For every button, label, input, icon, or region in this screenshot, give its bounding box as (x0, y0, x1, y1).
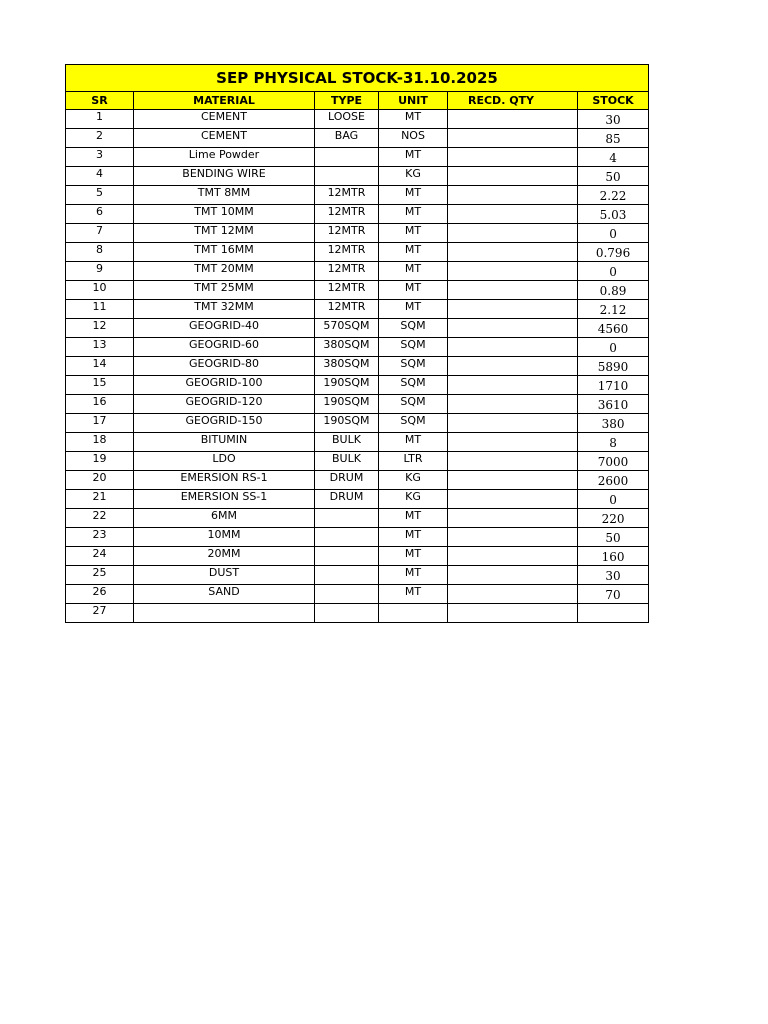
cell-unit: SQM (379, 357, 448, 376)
column-header-material: MATERIAL (134, 92, 315, 110)
cell-type (315, 167, 379, 186)
cell-type (315, 528, 379, 547)
cell-material: TMT 32MM (134, 300, 315, 319)
table-row (66, 585, 649, 604)
table-row (66, 604, 649, 623)
cell-stock: 380 (578, 414, 649, 433)
cell-stock: 70 (578, 585, 649, 604)
cell-sr: 24 (66, 547, 134, 566)
cell-material: 10MM (134, 528, 315, 547)
cell-stock: 1710 (578, 376, 649, 395)
cell-material: LDO (134, 452, 315, 471)
cell-sr: 25 (66, 566, 134, 585)
cell-unit: MT (379, 110, 448, 129)
cell-type: 570SQM (315, 319, 379, 338)
table-row (66, 376, 649, 395)
cell-type (315, 547, 379, 566)
cell-recd-qty (448, 528, 578, 547)
cell-sr: 12 (66, 319, 134, 338)
column-header-stock: STOCK (578, 92, 649, 110)
table-row (66, 167, 649, 186)
cell-sr: 27 (66, 604, 134, 623)
cell-recd-qty (448, 490, 578, 509)
cell-stock: 85 (578, 129, 649, 148)
cell-recd-qty (448, 243, 578, 262)
cell-unit: MT (379, 547, 448, 566)
cell-sr: 26 (66, 585, 134, 604)
table-row (66, 243, 649, 262)
cell-sr: 4 (66, 167, 134, 186)
cell-recd-qty (448, 414, 578, 433)
cell-type (315, 509, 379, 528)
cell-sr: 9 (66, 262, 134, 281)
cell-stock: 0.796 (578, 243, 649, 262)
cell-recd-qty (448, 186, 578, 205)
table-row (66, 205, 649, 224)
cell-stock: 3610 (578, 395, 649, 414)
cell-unit: MT (379, 528, 448, 547)
cell-sr: 18 (66, 433, 134, 452)
cell-sr: 5 (66, 186, 134, 205)
cell-material: GEOGRID-40 (134, 319, 315, 338)
cell-type: 12MTR (315, 281, 379, 300)
cell-sr: 20 (66, 471, 134, 490)
cell-stock: 0 (578, 338, 649, 357)
cell-recd-qty (448, 262, 578, 281)
cell-sr: 3 (66, 148, 134, 167)
cell-unit: MT (379, 262, 448, 281)
cell-stock: 5890 (578, 357, 649, 376)
cell-sr: 1 (66, 110, 134, 129)
cell-unit: LTR (379, 452, 448, 471)
cell-material: DUST (134, 566, 315, 585)
cell-material: BITUMIN (134, 433, 315, 452)
cell-recd-qty (448, 167, 578, 186)
cell-stock: 2600 (578, 471, 649, 490)
cell-recd-qty (448, 110, 578, 129)
cell-recd-qty (448, 300, 578, 319)
cell-recd-qty (448, 471, 578, 490)
cell-material: GEOGRID-60 (134, 338, 315, 357)
cell-recd-qty (448, 566, 578, 585)
cell-recd-qty (448, 338, 578, 357)
cell-unit: MT (379, 281, 448, 300)
cell-sr: 6 (66, 205, 134, 224)
column-header-recd-qty: RECD. QTY (448, 92, 578, 110)
cell-unit: MT (379, 300, 448, 319)
cell-unit: MT (379, 243, 448, 262)
table-row (66, 281, 649, 300)
cell-unit: NOS (379, 129, 448, 148)
table-row (66, 433, 649, 452)
cell-unit: SQM (379, 319, 448, 338)
stock-table (65, 64, 649, 623)
cell-stock: 50 (578, 167, 649, 186)
cell-stock: 5.03 (578, 205, 649, 224)
cell-unit: MT (379, 585, 448, 604)
cell-sr: 23 (66, 528, 134, 547)
table-row (66, 471, 649, 490)
cell-sr: 22 (66, 509, 134, 528)
cell-unit: MT (379, 186, 448, 205)
cell-unit: MT (379, 224, 448, 243)
cell-material: TMT 25MM (134, 281, 315, 300)
cell-type: 190SQM (315, 414, 379, 433)
cell-sr: 11 (66, 300, 134, 319)
table-body (66, 110, 649, 623)
cell-type: LOOSE (315, 110, 379, 129)
cell-unit: MT (379, 433, 448, 452)
cell-unit: MT (379, 205, 448, 224)
cell-material: 6MM (134, 509, 315, 528)
table-row (66, 186, 649, 205)
cell-unit: KG (379, 167, 448, 186)
table-row (66, 110, 649, 129)
cell-type: DRUM (315, 471, 379, 490)
table-row (66, 224, 649, 243)
cell-unit: SQM (379, 338, 448, 357)
cell-recd-qty (448, 452, 578, 471)
cell-stock: 160 (578, 547, 649, 566)
cell-recd-qty (448, 281, 578, 300)
cell-stock: 4560 (578, 319, 649, 338)
cell-stock: 7000 (578, 452, 649, 471)
cell-stock: 2.12 (578, 300, 649, 319)
table-row (66, 357, 649, 376)
cell-recd-qty (448, 357, 578, 376)
cell-material: TMT 10MM (134, 205, 315, 224)
table-row (66, 566, 649, 585)
cell-sr: 17 (66, 414, 134, 433)
cell-sr: 19 (66, 452, 134, 471)
cell-recd-qty (448, 547, 578, 566)
cell-type: 12MTR (315, 300, 379, 319)
cell-recd-qty (448, 604, 578, 623)
cell-sr: 16 (66, 395, 134, 414)
cell-stock: 0 (578, 224, 649, 243)
column-header-sr: SR (66, 92, 134, 110)
cell-stock: 2.22 (578, 186, 649, 205)
cell-recd-qty (448, 509, 578, 528)
sheet-title: SEP PHYSICAL STOCK-31.10.2025 (66, 65, 649, 92)
table-row (66, 490, 649, 509)
cell-material: GEOGRID-120 (134, 395, 315, 414)
cell-stock: 220 (578, 509, 649, 528)
table-row (66, 528, 649, 547)
cell-sr: 13 (66, 338, 134, 357)
cell-material: EMERSION SS-1 (134, 490, 315, 509)
cell-recd-qty (448, 148, 578, 167)
cell-material: GEOGRID-100 (134, 376, 315, 395)
table-row (66, 148, 649, 167)
cell-type: 12MTR (315, 243, 379, 262)
cell-recd-qty (448, 433, 578, 452)
cell-recd-qty (448, 129, 578, 148)
cell-stock (578, 604, 649, 623)
cell-material: Lime Powder (134, 148, 315, 167)
table-row (66, 338, 649, 357)
cell-stock: 0 (578, 490, 649, 509)
cell-recd-qty (448, 376, 578, 395)
cell-type: BAG (315, 129, 379, 148)
cell-stock: 0 (578, 262, 649, 281)
cell-type: 190SQM (315, 395, 379, 414)
table-row (66, 319, 649, 338)
cell-material: TMT 8MM (134, 186, 315, 205)
table-row (66, 395, 649, 414)
cell-unit: KG (379, 490, 448, 509)
table-row (66, 300, 649, 319)
cell-material: GEOGRID-80 (134, 357, 315, 376)
cell-sr: 2 (66, 129, 134, 148)
cell-sr: 14 (66, 357, 134, 376)
cell-type: 380SQM (315, 338, 379, 357)
cell-type: 12MTR (315, 186, 379, 205)
table-row (66, 129, 649, 148)
cell-unit: SQM (379, 376, 448, 395)
cell-sr: 7 (66, 224, 134, 243)
cell-type: 12MTR (315, 262, 379, 281)
cell-stock: 30 (578, 566, 649, 585)
cell-material (134, 604, 315, 623)
cell-sr: 10 (66, 281, 134, 300)
cell-unit: SQM (379, 395, 448, 414)
cell-stock: 30 (578, 110, 649, 129)
cell-recd-qty (448, 319, 578, 338)
table-row (66, 414, 649, 433)
cell-stock: 8 (578, 433, 649, 452)
cell-type: BULK (315, 452, 379, 471)
cell-type (315, 148, 379, 167)
cell-sr: 8 (66, 243, 134, 262)
cell-unit: KG (379, 471, 448, 490)
cell-material: TMT 20MM (134, 262, 315, 281)
cell-type (315, 604, 379, 623)
cell-sr: 15 (66, 376, 134, 395)
cell-material: TMT 16MM (134, 243, 315, 262)
header-row (66, 92, 649, 110)
cell-material: TMT 12MM (134, 224, 315, 243)
cell-material: SAND (134, 585, 315, 604)
cell-stock: 50 (578, 528, 649, 547)
cell-material: EMERSION RS-1 (134, 471, 315, 490)
cell-sr: 21 (66, 490, 134, 509)
cell-type: 380SQM (315, 357, 379, 376)
table-row (66, 452, 649, 471)
cell-unit: MT (379, 148, 448, 167)
cell-type (315, 585, 379, 604)
cell-type: 12MTR (315, 205, 379, 224)
cell-material: CEMENT (134, 129, 315, 148)
table-row (66, 509, 649, 528)
cell-recd-qty (448, 224, 578, 243)
cell-material: 20MM (134, 547, 315, 566)
cell-type: 190SQM (315, 376, 379, 395)
cell-stock: 0.89 (578, 281, 649, 300)
table-row (66, 262, 649, 281)
cell-unit: MT (379, 566, 448, 585)
cell-unit: MT (379, 509, 448, 528)
cell-type: BULK (315, 433, 379, 452)
cell-type: 12MTR (315, 224, 379, 243)
column-header-unit: UNIT (379, 92, 448, 110)
cell-type (315, 566, 379, 585)
cell-recd-qty (448, 205, 578, 224)
cell-type: DRUM (315, 490, 379, 509)
cell-unit (379, 604, 448, 623)
cell-stock: 4 (578, 148, 649, 167)
table-row (66, 547, 649, 566)
cell-material: CEMENT (134, 110, 315, 129)
cell-material: GEOGRID-150 (134, 414, 315, 433)
cell-recd-qty (448, 395, 578, 414)
cell-unit: SQM (379, 414, 448, 433)
cell-recd-qty (448, 585, 578, 604)
cell-material: BENDING WIRE (134, 167, 315, 186)
column-header-type: TYPE (315, 92, 379, 110)
